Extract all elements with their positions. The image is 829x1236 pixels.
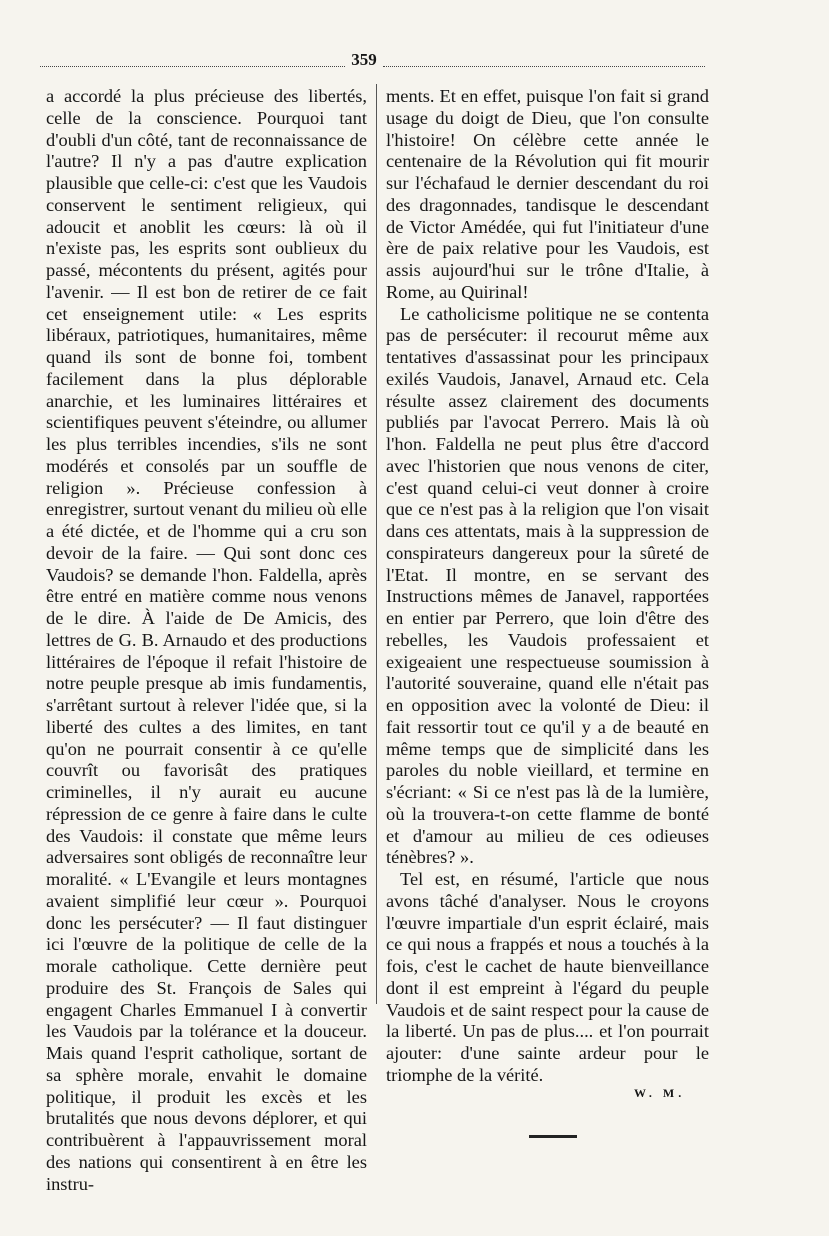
paragraph: Tel est, en résumé, l'article que nous avons tâché d'analyser. Nous le croyons l'œuvre impartiale d'un esprit éclairé, mais ce qui nous a frappés et nous a touchés à la fois, c'est le cachet de haute bienveillance dont il est empreint à l'égard du peuple Vaudois et de saint respect pour la cause de la liberté. Un pas de plus.... et l'on pourrait ajouter: d'une sainte ardeur pour le triomphe de la vérité. [386, 869, 709, 1085]
paragraph: a accordé la plus précieuse des libertés, celle de la conscience. Pourquoi tant d'oubli d'un côté, tant de reconnaissance de l'autre? Il n'y a pas d'autre explication plausible que celle-ci: c'est que les Vaudois conservent le sentiment religieux, qui adoucit et anoblit les cœurs: là où il n'existe pas, les esprits sont oublieux du passé, mécontents du présent, agités pour l'avenir. — Il est bon de retirer de ce fait cet enseignement utile: « Les esprits libéraux, patriotiques, humanitaires, même quand ils sont de bonne foi, tombent facilement dans la plus déplorable anarchie, et les luminaires littéraires et scientifiques peuvent s'éteindre, ou allumer les plus terribles incendies, s'ils ne sont modérés et consolés par un souffle de religion ». Précieuse confession à enregistrer, surtout venant du milieu où elle a été dictée, et de l'homme qui a cru son devoir de la faire. — Qui sont donc ces Vaudois? se demande l'hon. Faldella, après être entré en matière comme nous venons de le dire. À l'aide de De Amicis, des lettres de G. B. Arnaudo et des productions littéraires de l'époque il refait l'histoire de notre peuple presque ab imis fundamentis, s'arrêtant surtout à relever l'idée que, si la liberté des cultes a des limites, en tant qu'on ne pourrait consentir à ce qu'elle couvrît ou favorisât des pratiques criminelles, il n'y aurait eu aucune répression de ce genre à faire dans le culte des Vaudois: il constate que même leurs adversaires sont obligés de reconnaître leur moralité. « L'Evangile et leurs montagnes avaient simplifié leur cœur ». Pourquoi donc les persécuter? — Il faut distinguer ici l'œuvre de la politique de celle de la morale catholique. Cette dernière peut produire des St. François de Sales qui engagent Charles Emmanuel I à convertir les Vaudois par la tolérance et la douceur. Mais quand l'esprit catholique, sortant de sa sphère morale, envahit le domaine politique, il produit les excès et les brutalités que nous devons déplorer, et qui contribuèrent à l'appauvrissement moral des nations qui consentirent à en être les instru- [46, 86, 367, 1194]
author-signature: W. M. [634, 1086, 686, 1100]
column-divider [376, 84, 377, 1004]
page-number: 359 [351, 50, 377, 69]
right-column [386, 86, 709, 1087]
header-rule-left [40, 66, 345, 67]
paragraph: ments. Et en effet, puisque l'on fait si grand usage du doigt de Dieu, que l'on consulte l'histoire! On célèbre cette année le centenaire de la Révolution qui fit mourir sur l'échafaud le dernier descendant du roi des dragonnades, tandisque le descendant de Victor Amédée, qui fut l'initiateur d'une ère de paix relative pour les Vaudois, est assis aujourd'hui sur le trône d'Italie, à Rome, au Quirinal! [386, 86, 709, 302]
header-rule-right [383, 66, 705, 67]
paragraph: Le catholicisme politique ne se contenta pas de persécuter: il recourut même aux tentatives d'assassinat pour les principaux exilés Vaudois, Janavel, Arnaud etc. Cela résulte assez clairement des documents publiés par l'avocat Perrero. Mais là où l'hon. Faldella ne peut plus être d'accord avec l'historien que nous venons de citer, c'est quand celui-ci veut donner à croire que ce n'est pas à la religion que l'on visait dans ces attentats, mais à la suppression de conspirateurs dangereux pour la sûreté de l'Etat. Il montre, en se servant des Instructions mêmes de Janavel, rapportées en entier par Perrero, que loin d'être des rebelles, les Vaudois professaient et exigeaient une respectueuse soumission à l'autorité souveraine, quand elle n'était pas en opposition avec la volonté de Dieu: il fait ressortir tout ce qu'il y a de beauté en même temps que de simplicité dans les paroles du noble vieillard, et termine en s'écriant: « Si ce n'est pas là de la lumière, où la trouvera-t-on cette flamme de bonté et d'amour au milieu de ces odieuses ténèbres? ». [386, 303, 709, 868]
end-of-article-rule [529, 1135, 577, 1138]
left-column [46, 86, 367, 1195]
